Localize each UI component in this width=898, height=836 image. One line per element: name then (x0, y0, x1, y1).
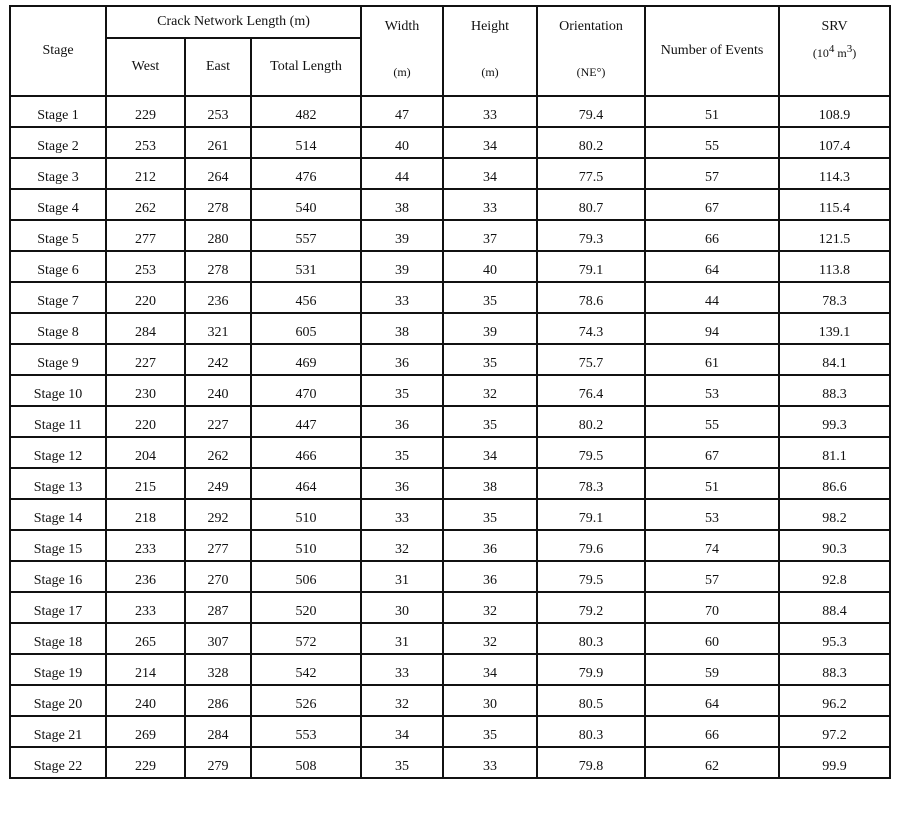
cell-srv: 88.4 (779, 592, 890, 623)
cell-total: 447 (251, 406, 361, 437)
table-row (10, 716, 890, 747)
cell-east: 278 (185, 251, 251, 282)
cell-height: 32 (443, 623, 537, 654)
cell-height: 36 (443, 561, 537, 592)
cell-west: 253 (106, 251, 185, 282)
cell-total: 456 (251, 282, 361, 313)
cell-srv: 99.9 (779, 747, 890, 778)
cell-srv: 107.4 (779, 127, 890, 158)
cell-width: 32 (361, 685, 443, 716)
cell-events: 64 (645, 251, 779, 282)
table-row (10, 530, 890, 561)
cell-west: 220 (106, 406, 185, 437)
cell-west: 236 (106, 561, 185, 592)
cell-stage: Stage 11 (10, 406, 106, 437)
cell-events: 51 (645, 96, 779, 127)
cell-east: 270 (185, 561, 251, 592)
header-west: West (106, 38, 185, 96)
header-width-label: Width (384, 19, 420, 34)
header-total-length: Total Length (251, 38, 361, 96)
cell-width: 40 (361, 127, 443, 158)
cell-height: 32 (443, 375, 537, 406)
srv-unit-exp: 4 (828, 43, 835, 55)
header-srv (779, 6, 890, 96)
cell-srv: 88.3 (779, 654, 890, 685)
cell-orientation: 80.7 (537, 189, 645, 220)
cell-height: 37 (443, 220, 537, 251)
cell-total: 469 (251, 344, 361, 375)
cell-stage: Stage 15 (10, 530, 106, 561)
cell-west: 277 (106, 220, 185, 251)
srv-unit-close: ) (852, 46, 857, 60)
header-number-of-events: Number of Events (645, 6, 779, 96)
cell-west: 233 (106, 592, 185, 623)
cell-orientation: 79.6 (537, 530, 645, 561)
table-row (10, 747, 890, 778)
cell-east: 278 (185, 189, 251, 220)
cell-stage: Stage 17 (10, 592, 106, 623)
cell-stage: Stage 9 (10, 344, 106, 375)
header-height (443, 6, 537, 96)
cell-stage: Stage 21 (10, 716, 106, 747)
cell-total: 510 (251, 530, 361, 561)
cell-stage: Stage 22 (10, 747, 106, 778)
cell-west: 214 (106, 654, 185, 685)
cell-height: 39 (443, 313, 537, 344)
cell-width: 33 (361, 282, 443, 313)
cell-west: 233 (106, 530, 185, 561)
cell-orientation: 77.5 (537, 158, 645, 189)
cell-width: 31 (361, 561, 443, 592)
cell-total: 542 (251, 654, 361, 685)
header-height-unit: (m) (481, 65, 499, 79)
cell-orientation: 80.2 (537, 127, 645, 158)
cell-total: 605 (251, 313, 361, 344)
cell-width: 31 (361, 623, 443, 654)
cell-orientation: 78.3 (537, 468, 645, 499)
cell-height: 30 (443, 685, 537, 716)
cell-east: 280 (185, 220, 251, 251)
cell-east: 287 (185, 592, 251, 623)
cell-east: 227 (185, 406, 251, 437)
cell-events: 55 (645, 127, 779, 158)
table-row (10, 499, 890, 530)
cell-events: 59 (645, 654, 779, 685)
cell-width: 35 (361, 747, 443, 778)
cell-events: 70 (645, 592, 779, 623)
cell-width: 36 (361, 468, 443, 499)
cell-west: 218 (106, 499, 185, 530)
cell-stage: Stage 18 (10, 623, 106, 654)
header-orientation (537, 6, 645, 96)
cell-srv: 96.2 (779, 685, 890, 716)
cell-height: 35 (443, 499, 537, 530)
cell-height: 35 (443, 282, 537, 313)
cell-width: 38 (361, 189, 443, 220)
cell-height: 34 (443, 158, 537, 189)
table-row (10, 251, 890, 282)
cell-west: 220 (106, 282, 185, 313)
header-east: East (185, 38, 251, 96)
cell-events: 94 (645, 313, 779, 344)
cell-stage: Stage 20 (10, 685, 106, 716)
cell-east: 249 (185, 468, 251, 499)
cell-east: 261 (185, 127, 251, 158)
table-row (10, 344, 890, 375)
table-row (10, 189, 890, 220)
cell-west: 227 (106, 344, 185, 375)
cell-events: 57 (645, 561, 779, 592)
cell-orientation: 79.4 (537, 96, 645, 127)
cell-events: 57 (645, 158, 779, 189)
cell-height: 35 (443, 716, 537, 747)
srv-unit-m: m (837, 46, 847, 60)
cell-total: 540 (251, 189, 361, 220)
cell-west: 265 (106, 623, 185, 654)
table-row (10, 96, 890, 127)
table-row (10, 158, 890, 189)
cell-west: 253 (106, 127, 185, 158)
cell-total: 572 (251, 623, 361, 654)
cell-events: 55 (645, 406, 779, 437)
cell-east: 328 (185, 654, 251, 685)
cell-stage: Stage 7 (10, 282, 106, 313)
cell-height: 35 (443, 406, 537, 437)
cell-total: 557 (251, 220, 361, 251)
cell-srv: 115.4 (779, 189, 890, 220)
cell-srv: 139.1 (779, 313, 890, 344)
cell-srv: 92.8 (779, 561, 890, 592)
cell-srv: 99.3 (779, 406, 890, 437)
cell-width: 44 (361, 158, 443, 189)
cell-east: 264 (185, 158, 251, 189)
header-srv-label: SRV (821, 19, 848, 34)
cell-total: 526 (251, 685, 361, 716)
cell-total: 466 (251, 437, 361, 468)
cell-events: 74 (645, 530, 779, 561)
cell-east: 240 (185, 375, 251, 406)
header-width (361, 6, 443, 96)
table-row (10, 561, 890, 592)
header-orientation-unit: (NE°) (576, 65, 606, 79)
table-row (10, 592, 890, 623)
cell-width: 36 (361, 406, 443, 437)
cell-west: 262 (106, 189, 185, 220)
cell-width: 39 (361, 220, 443, 251)
cell-orientation: 76.4 (537, 375, 645, 406)
header-width-unit: (m) (393, 65, 411, 79)
cell-srv: 81.1 (779, 437, 890, 468)
cell-stage: Stage 8 (10, 313, 106, 344)
cell-width: 47 (361, 96, 443, 127)
cell-events: 62 (645, 747, 779, 778)
cell-total: 514 (251, 127, 361, 158)
cell-width: 36 (361, 344, 443, 375)
cell-orientation: 79.2 (537, 592, 645, 623)
header-stage: Stage (10, 6, 106, 96)
cell-stage: Stage 6 (10, 251, 106, 282)
table-row (10, 406, 890, 437)
cell-srv: 108.9 (779, 96, 890, 127)
cell-events: 66 (645, 220, 779, 251)
cell-orientation: 79.1 (537, 251, 645, 282)
table-row (10, 685, 890, 716)
cell-east: 321 (185, 313, 251, 344)
cell-srv: 121.5 (779, 220, 890, 251)
cell-total: 476 (251, 158, 361, 189)
table-row (10, 313, 890, 344)
cell-srv: 86.6 (779, 468, 890, 499)
cell-stage: Stage 12 (10, 437, 106, 468)
cell-orientation: 80.3 (537, 716, 645, 747)
cell-height: 40 (443, 251, 537, 282)
header-crack-network-length: Crack Network Length (m) (106, 6, 361, 38)
cell-events: 67 (645, 437, 779, 468)
cell-west: 269 (106, 716, 185, 747)
cell-events: 53 (645, 375, 779, 406)
cell-events: 51 (645, 468, 779, 499)
table-row (10, 654, 890, 685)
cell-west: 240 (106, 685, 185, 716)
table-row (10, 468, 890, 499)
cell-total: 464 (251, 468, 361, 499)
cell-width: 33 (361, 499, 443, 530)
cell-west: 204 (106, 437, 185, 468)
table-row (10, 623, 890, 654)
cell-events: 64 (645, 685, 779, 716)
cell-height: 33 (443, 189, 537, 220)
cell-total: 520 (251, 592, 361, 623)
cell-srv: 98.2 (779, 499, 890, 530)
cell-stage: Stage 4 (10, 189, 106, 220)
cell-total: 508 (251, 747, 361, 778)
cell-east: 236 (185, 282, 251, 313)
cell-srv: 88.3 (779, 375, 890, 406)
srv-unit-base: (10 (812, 46, 829, 60)
cell-width: 30 (361, 592, 443, 623)
cell-west: 230 (106, 375, 185, 406)
cell-width: 32 (361, 530, 443, 561)
srv-unit-m-exp: 3 (846, 43, 853, 55)
cell-events: 53 (645, 499, 779, 530)
cell-orientation: 79.5 (537, 561, 645, 592)
cell-srv: 78.3 (779, 282, 890, 313)
cell-west: 229 (106, 747, 185, 778)
cell-east: 277 (185, 530, 251, 561)
cell-height: 35 (443, 344, 537, 375)
cell-orientation: 75.7 (537, 344, 645, 375)
cell-west: 215 (106, 468, 185, 499)
cell-height: 38 (443, 468, 537, 499)
cell-total: 553 (251, 716, 361, 747)
cell-total: 531 (251, 251, 361, 282)
cell-srv: 113.8 (779, 251, 890, 282)
cell-total: 470 (251, 375, 361, 406)
cell-height: 34 (443, 437, 537, 468)
cell-east: 284 (185, 716, 251, 747)
cell-width: 38 (361, 313, 443, 344)
cell-orientation: 79.1 (537, 499, 645, 530)
cell-west: 284 (106, 313, 185, 344)
cell-stage: Stage 19 (10, 654, 106, 685)
cell-stage: Stage 10 (10, 375, 106, 406)
cell-height: 34 (443, 654, 537, 685)
header-orientation-label: Orientation (559, 19, 623, 34)
cell-east: 286 (185, 685, 251, 716)
cell-orientation: 79.8 (537, 747, 645, 778)
cell-height: 32 (443, 592, 537, 623)
cell-east: 279 (185, 747, 251, 778)
cell-orientation: 74.3 (537, 313, 645, 344)
crack-network-table (9, 5, 891, 779)
cell-east: 242 (185, 344, 251, 375)
cell-orientation: 79.9 (537, 654, 645, 685)
cell-stage: Stage 5 (10, 220, 106, 251)
table-body (10, 96, 890, 778)
cell-events: 67 (645, 189, 779, 220)
cell-orientation: 79.5 (537, 437, 645, 468)
cell-orientation: 80.5 (537, 685, 645, 716)
cell-height: 33 (443, 747, 537, 778)
cell-orientation: 79.3 (537, 220, 645, 251)
cell-events: 66 (645, 716, 779, 747)
cell-width: 33 (361, 654, 443, 685)
cell-orientation: 80.3 (537, 623, 645, 654)
cell-srv: 84.1 (779, 344, 890, 375)
cell-srv: 95.3 (779, 623, 890, 654)
cell-width: 39 (361, 251, 443, 282)
cell-stage: Stage 1 (10, 96, 106, 127)
cell-width: 34 (361, 716, 443, 747)
table-row (10, 375, 890, 406)
cell-orientation: 80.2 (537, 406, 645, 437)
cell-west: 229 (106, 96, 185, 127)
cell-stage: Stage 2 (10, 127, 106, 158)
table-row (10, 437, 890, 468)
cell-events: 44 (645, 282, 779, 313)
cell-stage: Stage 3 (10, 158, 106, 189)
cell-east: 292 (185, 499, 251, 530)
cell-orientation: 78.6 (537, 282, 645, 313)
table-row (10, 282, 890, 313)
cell-height: 36 (443, 530, 537, 561)
header-height-label: Height (470, 19, 510, 34)
cell-total: 510 (251, 499, 361, 530)
cell-stage: Stage 13 (10, 468, 106, 499)
cell-west: 212 (106, 158, 185, 189)
cell-total: 482 (251, 96, 361, 127)
cell-total: 506 (251, 561, 361, 592)
cell-events: 61 (645, 344, 779, 375)
cell-east: 253 (185, 96, 251, 127)
cell-height: 34 (443, 127, 537, 158)
cell-events: 60 (645, 623, 779, 654)
cell-stage: Stage 14 (10, 499, 106, 530)
cell-srv: 114.3 (779, 158, 890, 189)
table-header (10, 6, 890, 96)
table-row (10, 127, 890, 158)
header-srv-unit (780, 43, 889, 59)
table-row (10, 220, 890, 251)
cell-srv: 97.2 (779, 716, 890, 747)
cell-width: 35 (361, 437, 443, 468)
cell-east: 262 (185, 437, 251, 468)
cell-srv: 90.3 (779, 530, 890, 561)
cell-width: 35 (361, 375, 443, 406)
cell-stage: Stage 16 (10, 561, 106, 592)
cell-east: 307 (185, 623, 251, 654)
cell-height: 33 (443, 96, 537, 127)
